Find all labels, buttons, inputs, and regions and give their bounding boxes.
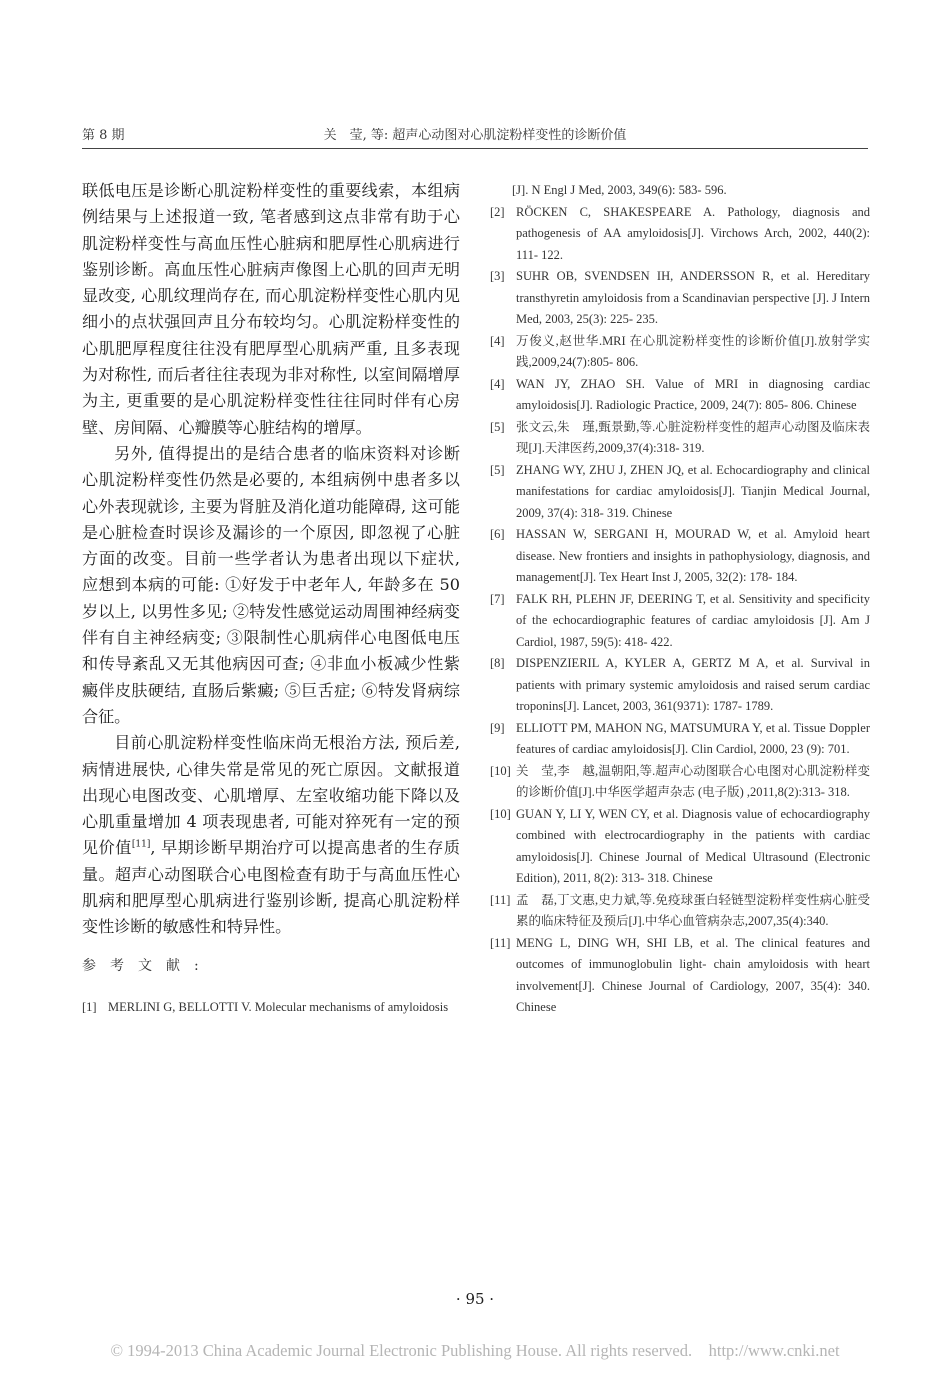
issue-number: 第 8 期 — [82, 128, 125, 143]
reference-number: [5] — [490, 419, 505, 434]
reference-text: ELLIOTT PM, MAHON NG, MATSUMURA Y, et al. Tissue Doppler features of cardiac amyloidosis[J]. Clin Cardiol, 2000, 23 (9): 701. — [516, 720, 870, 756]
reference-text: 孟 磊,丁文惠,史力斌,等.免疫球蛋白轻链型淀粉样变性病心脏受累的临床特征及预后[J].中华心血管病杂志,2007,35(4):340. — [516, 892, 870, 928]
reference-list-left — [82, 997, 460, 1019]
reference-number: [3] — [490, 269, 505, 283]
reference-text: FALK RH, PLEHN JF, DEERING T, et al. Sensitivity and specificity of the echocardiographic features of cardiac amyloidosis [J]. Am J Cardiol, 1987, 59(5): 418- 422. — [516, 591, 870, 649]
body-paragraph-2: 另外, 值得提出的是结合患者的临床资料对诊断心肌淀粉样变性仍然是必要的, 本组病例中患者多以心外表现就诊, 主要为肾脏及消化道功能障碍, 这可能是心脏检查时误诊及漏诊的一个原因, 即忽视了心脏方面的改变。目前一些学者认为患者出现以下症状, 应想到本病的可能: ①好发于中老年人, 年龄多在 50 岁以上, 以男性多见; ②特发性感觉运动周围神经病变伴有自主神经病变; ③限制性心肌病伴心电图低电压和传导紊乱又无其他病因可查; ④非血小板减少性紫癜伴皮肤硬结, 直肠后紫癜; ⑤巨舌症; ⑥特发肾病综合征。 — [82, 443, 460, 726]
reference-text: DISPENZIERIL A, KYLER A, GERTZ M A, et al. Survival in patients with primary systemic amyloidosis and raised serum cardiac troponins[J]. Lancet, 2003, 361(9371): 1787- 1789. — [516, 656, 870, 713]
reference-list-right — [490, 180, 883, 1019]
reference-item — [490, 718, 870, 761]
reference-text: WAN JY, ZHAO SH. Value of MRI in diagnosing cardiac amyloidosis[J]. Radiologic Practice, 2009, 24(7): 805- 806. Chinese — [516, 376, 870, 412]
page-number: · 95 · — [455, 1290, 495, 1308]
reference-text: 万俊义,赵世华.MRI 在心肌淀粉样变性的诊断价值[J].放射学实践,2009,24(7):805- 806. — [516, 333, 870, 369]
reference-item — [490, 890, 870, 933]
reference-item — [490, 589, 870, 654]
reference-item — [82, 997, 460, 1019]
running-header — [82, 124, 868, 146]
header-divider — [82, 148, 868, 149]
reference-text: ZHANG WY, ZHU J, ZHEN JQ, et al. Echocardiography and clinical manifestations for cardiac amyloidosis[J]. Tianjin Medical Journal, 2009, 37(4): 318- 319. Chinese — [516, 462, 883, 520]
reference-item — [490, 761, 870, 804]
reference-item — [490, 653, 870, 718]
reference-text: MERLINI G, BELLOTTI V. Molecular mechanisms of amyloidosis — [108, 999, 449, 1014]
reference-text: GUAN Y, LI Y, WEN CY, et al. Diagnosis value of echocardiography combined with electrocardiography in the patients with cardiac amyloidosis[J]. Chinese Journal of Medical Ultrasound (Electronic Edition), 2011, 8(2): 313- 318. Chinese — [516, 806, 870, 885]
reference-item — [490, 417, 870, 460]
reference-number: [11] — [490, 935, 511, 950]
paragraph-3-text-b: , 早期诊断早期治疗可以提高患者的生存质量。超声心动图联合心电图检查有助于与高血压性心肌病和肥厚型心肌病进行鉴别诊断, 提高心肌淀粉样变性诊断的敏感性和特异性。 — [82, 838, 461, 937]
reference-number: [10] — [490, 763, 511, 778]
left-column — [82, 178, 460, 1018]
paragraph-3-text-a: 目前心肌淀粉样变性临床尚无根治方法, 预后差, 病情进展快, 心律失常是常见的死亡原因。文献报道出现心电图改变、心肌增厚、左室收缩功能下降以及心肌重量增加 4 项表现患者, 可能对猝死有一定的预见价值 — [82, 733, 460, 858]
body-paragraph-3 — [82, 730, 460, 940]
reference-text: MENG L, DING WH, SHI LB, et al. The clinical features and outcomes of immunoglobulin light- chain amyloidosis with heart involvement[J]. Chinese Journal of Cardiology, 2007, 35(4): 340. Chinese — [516, 935, 870, 1014]
reference-number: [10] — [490, 806, 511, 821]
reference-number: [7] — [490, 591, 505, 606]
reference-item — [490, 933, 870, 1019]
reference-text: HASSAN W, SERGANI H, MOURAD W, et al. Amyloid heart disease. New frontiers and insights in pathophysiology, diagnosis, and management[J]. Tex Heart Inst J, 2005, 32(2): 178- 184. — [516, 527, 870, 584]
reference-item — [490, 374, 870, 417]
citation-superscript: [11] — [131, 840, 151, 851]
reference-number: [1] — [82, 999, 97, 1014]
copyright-footer: © 1994-2013 China Academic Journal Electronic Publishing House. All rights reserved. http://www.cnki.net — [110, 1341, 840, 1360]
reference-item — [490, 331, 870, 374]
reference-number: [9] — [490, 720, 505, 735]
reference-text: SUHR OB, SVENDSEN IH, ANDERSSON R, et al. Hereditary transthyretin amyloidosis from a Scandinavian perspective [J]. J Intern Med, 2003, 25(3): 225- 235. — [516, 269, 870, 326]
reference-number: [4] — [490, 333, 505, 348]
reference-number: [2] — [490, 204, 505, 219]
reference-continuation: [J]. N Engl J Med, 2003, 349(6): 583- 596. — [512, 183, 727, 197]
reference-text: 关 莹,李 越,温朝阳,等.超声心动图联合心电图对心肌淀粉样变的诊断价值[J].中华医学超声杂志 (电子版) ,2011,8(2):313- 318. — [516, 763, 870, 799]
reference-number: [5] — [490, 462, 505, 477]
reference-number: [4] — [490, 376, 505, 391]
reference-number: [11] — [490, 892, 511, 907]
body-paragraph-1: 联低电压是诊断心肌淀粉样变性的重要线索，本组病例结果与上述报道一致, 笔者感到这点非常有助于心肌淀粉样变性与高血压性心脏病和肥厚性心肌病进行鉴别诊断。高血压性心脏病声像图上心肌的回声无明显改变, 心肌纹理尚存在, 而心肌淀粉样变性心肌内见细小的点状强回声且分布较均匀。心肌淀粉样变性的心肌肥厚程度往往没有肥厚型心肌病严重, 且多表现为对称性, 而后者往往表现为非对称性, 以室间隔增厚为主, 更重要的是心肌淀粉样变性往往同时伴有心房壁、房间隔、心瓣膜等心脏结构的增厚。 — [82, 181, 460, 437]
reference-text: RÖCKEN C, SHAKESPEARE A. Pathology, diagnosis and pathogenesis of AA amyloidosis[J]. Virchows Arch, 2002, 440(2): 111- 122. — [516, 204, 870, 262]
reference-item — [490, 266, 870, 331]
reference-number: [6] — [490, 527, 505, 541]
article-running-title: 关 莹, 等: 超声心动图对心肌淀粉样变性的诊断价值 — [323, 128, 627, 143]
reference-text: 张文云,朱 瑾,甄景勤,等.心脏淀粉样变性的超声心动图及临床表现[J].天津医药,2009,37(4):318- 319. — [516, 419, 870, 455]
reference-number: [8] — [490, 656, 505, 670]
reference-item — [490, 804, 870, 890]
references-heading: 参考文献: — [82, 957, 213, 974]
reference-item — [490, 202, 870, 267]
reference-item — [490, 524, 870, 589]
reference-item — [490, 460, 883, 525]
